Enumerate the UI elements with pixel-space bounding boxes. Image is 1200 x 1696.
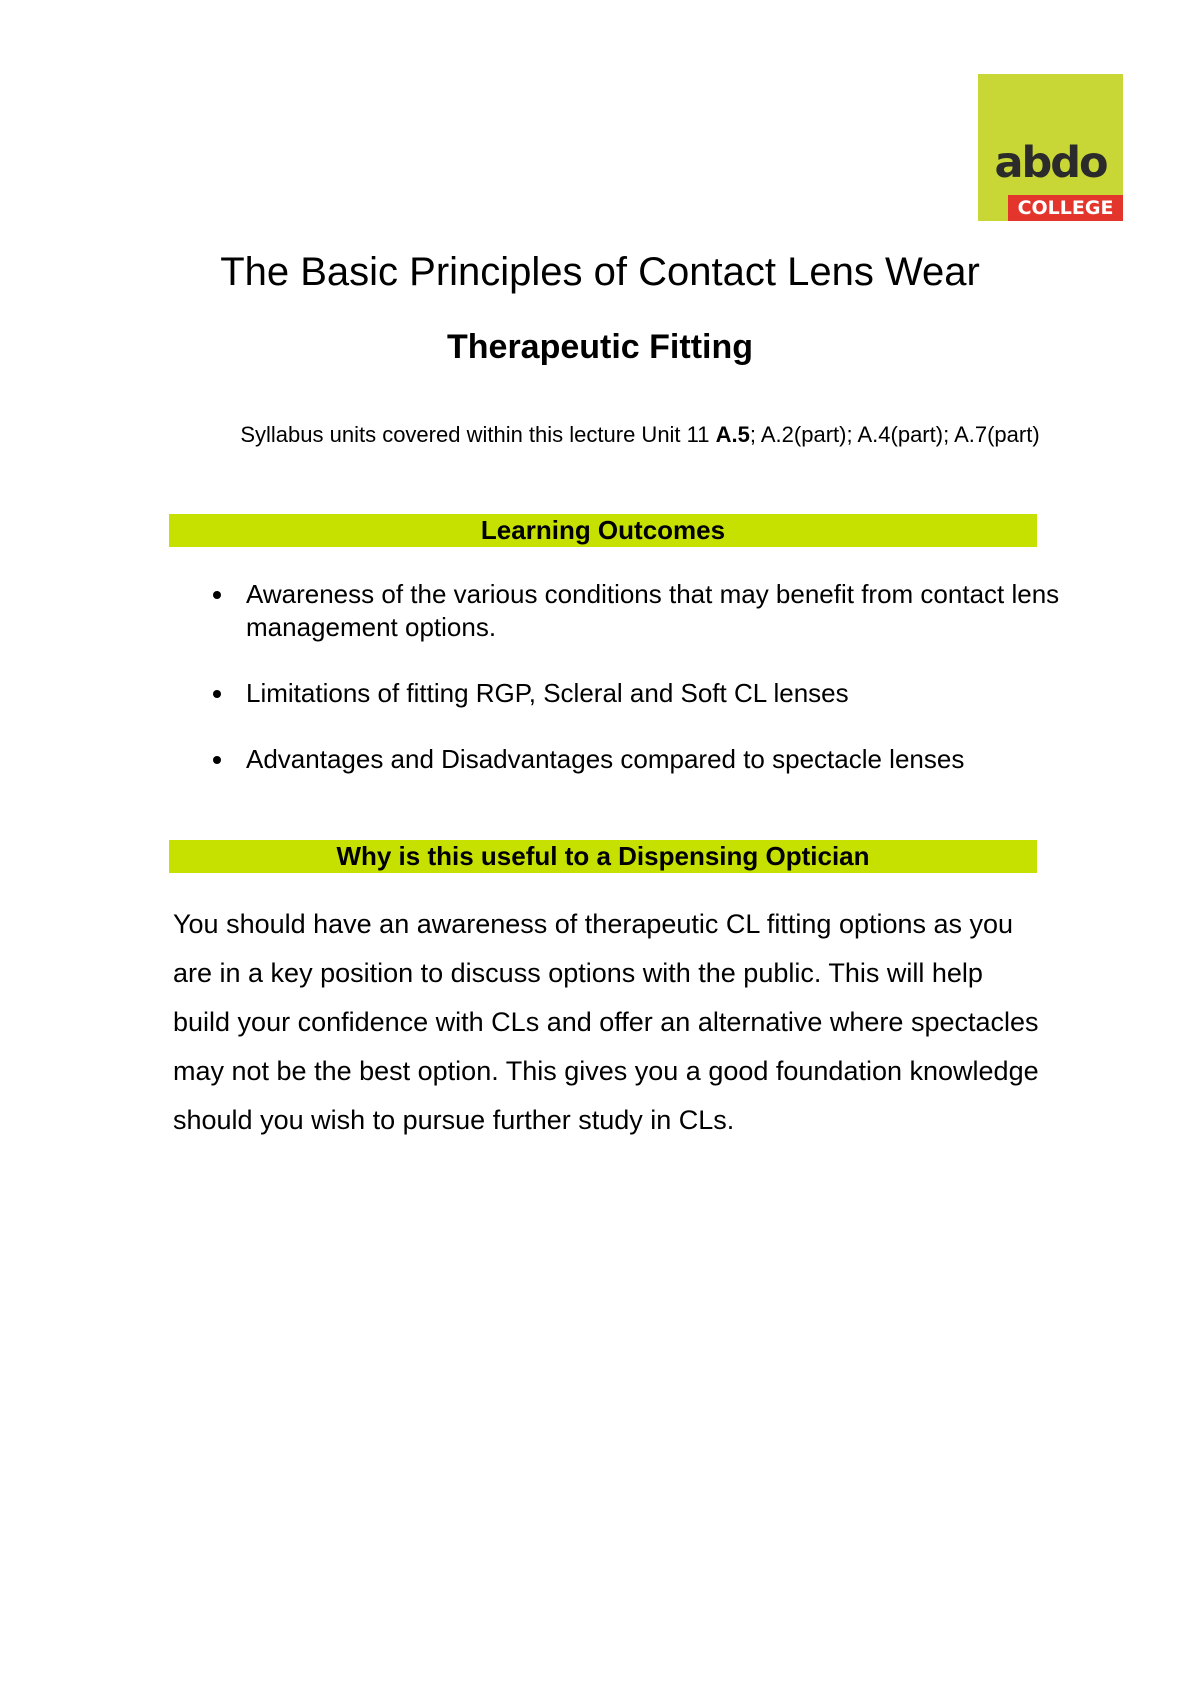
- document-subtitle: Therapeutic Fitting: [447, 328, 753, 366]
- list-item: [200, 743, 1060, 776]
- bullet-icon: [213, 756, 221, 764]
- list-item-text: Advantages and Disadvantages compared to spectacle lenses: [246, 744, 965, 774]
- list-item: [200, 677, 1060, 710]
- syllabus-unit-bold: A.5: [715, 422, 750, 447]
- logo-wordmark: abdo: [994, 138, 1107, 188]
- list-item: [200, 578, 1060, 644]
- logo-college-banner: [1008, 195, 1123, 221]
- why-useful-heading: Why is this useful to a Dispensing Optician: [169, 840, 1037, 873]
- syllabus-prefix: Syllabus units covered within this lecture Unit 11: [240, 422, 716, 447]
- syllabus-units: [240, 420, 1040, 450]
- bullet-icon: [213, 690, 221, 698]
- logo-college-label: COLLEGE: [1017, 197, 1114, 219]
- learning-outcomes-list: [200, 578, 1060, 809]
- abdo-college-logo: [978, 74, 1123, 221]
- bullet-icon: [213, 591, 221, 599]
- why-useful-body: You should have an awareness of therapeutic CL fitting options as you are in a key position to discuss options with the public. This will help build your confidence with CLs and offer an alternative where spectacles may not be the best option. This gives you a good foundation knowledge should you wish to pursue further study in CLs.: [173, 909, 1039, 1135]
- learning-outcomes-heading: Learning Outcomes: [169, 514, 1037, 547]
- document-title: The Basic Principles of Contact Lens Wear: [220, 250, 980, 294]
- syllabus-suffix: ; A.2(part); A.4(part); A.7(part): [749, 422, 1040, 447]
- list-item-text: Awareness of the various conditions that may benefit from contact lens management options.: [246, 579, 1060, 642]
- list-item-text: Limitations of fitting RGP, Scleral and Soft CL lenses: [246, 678, 849, 708]
